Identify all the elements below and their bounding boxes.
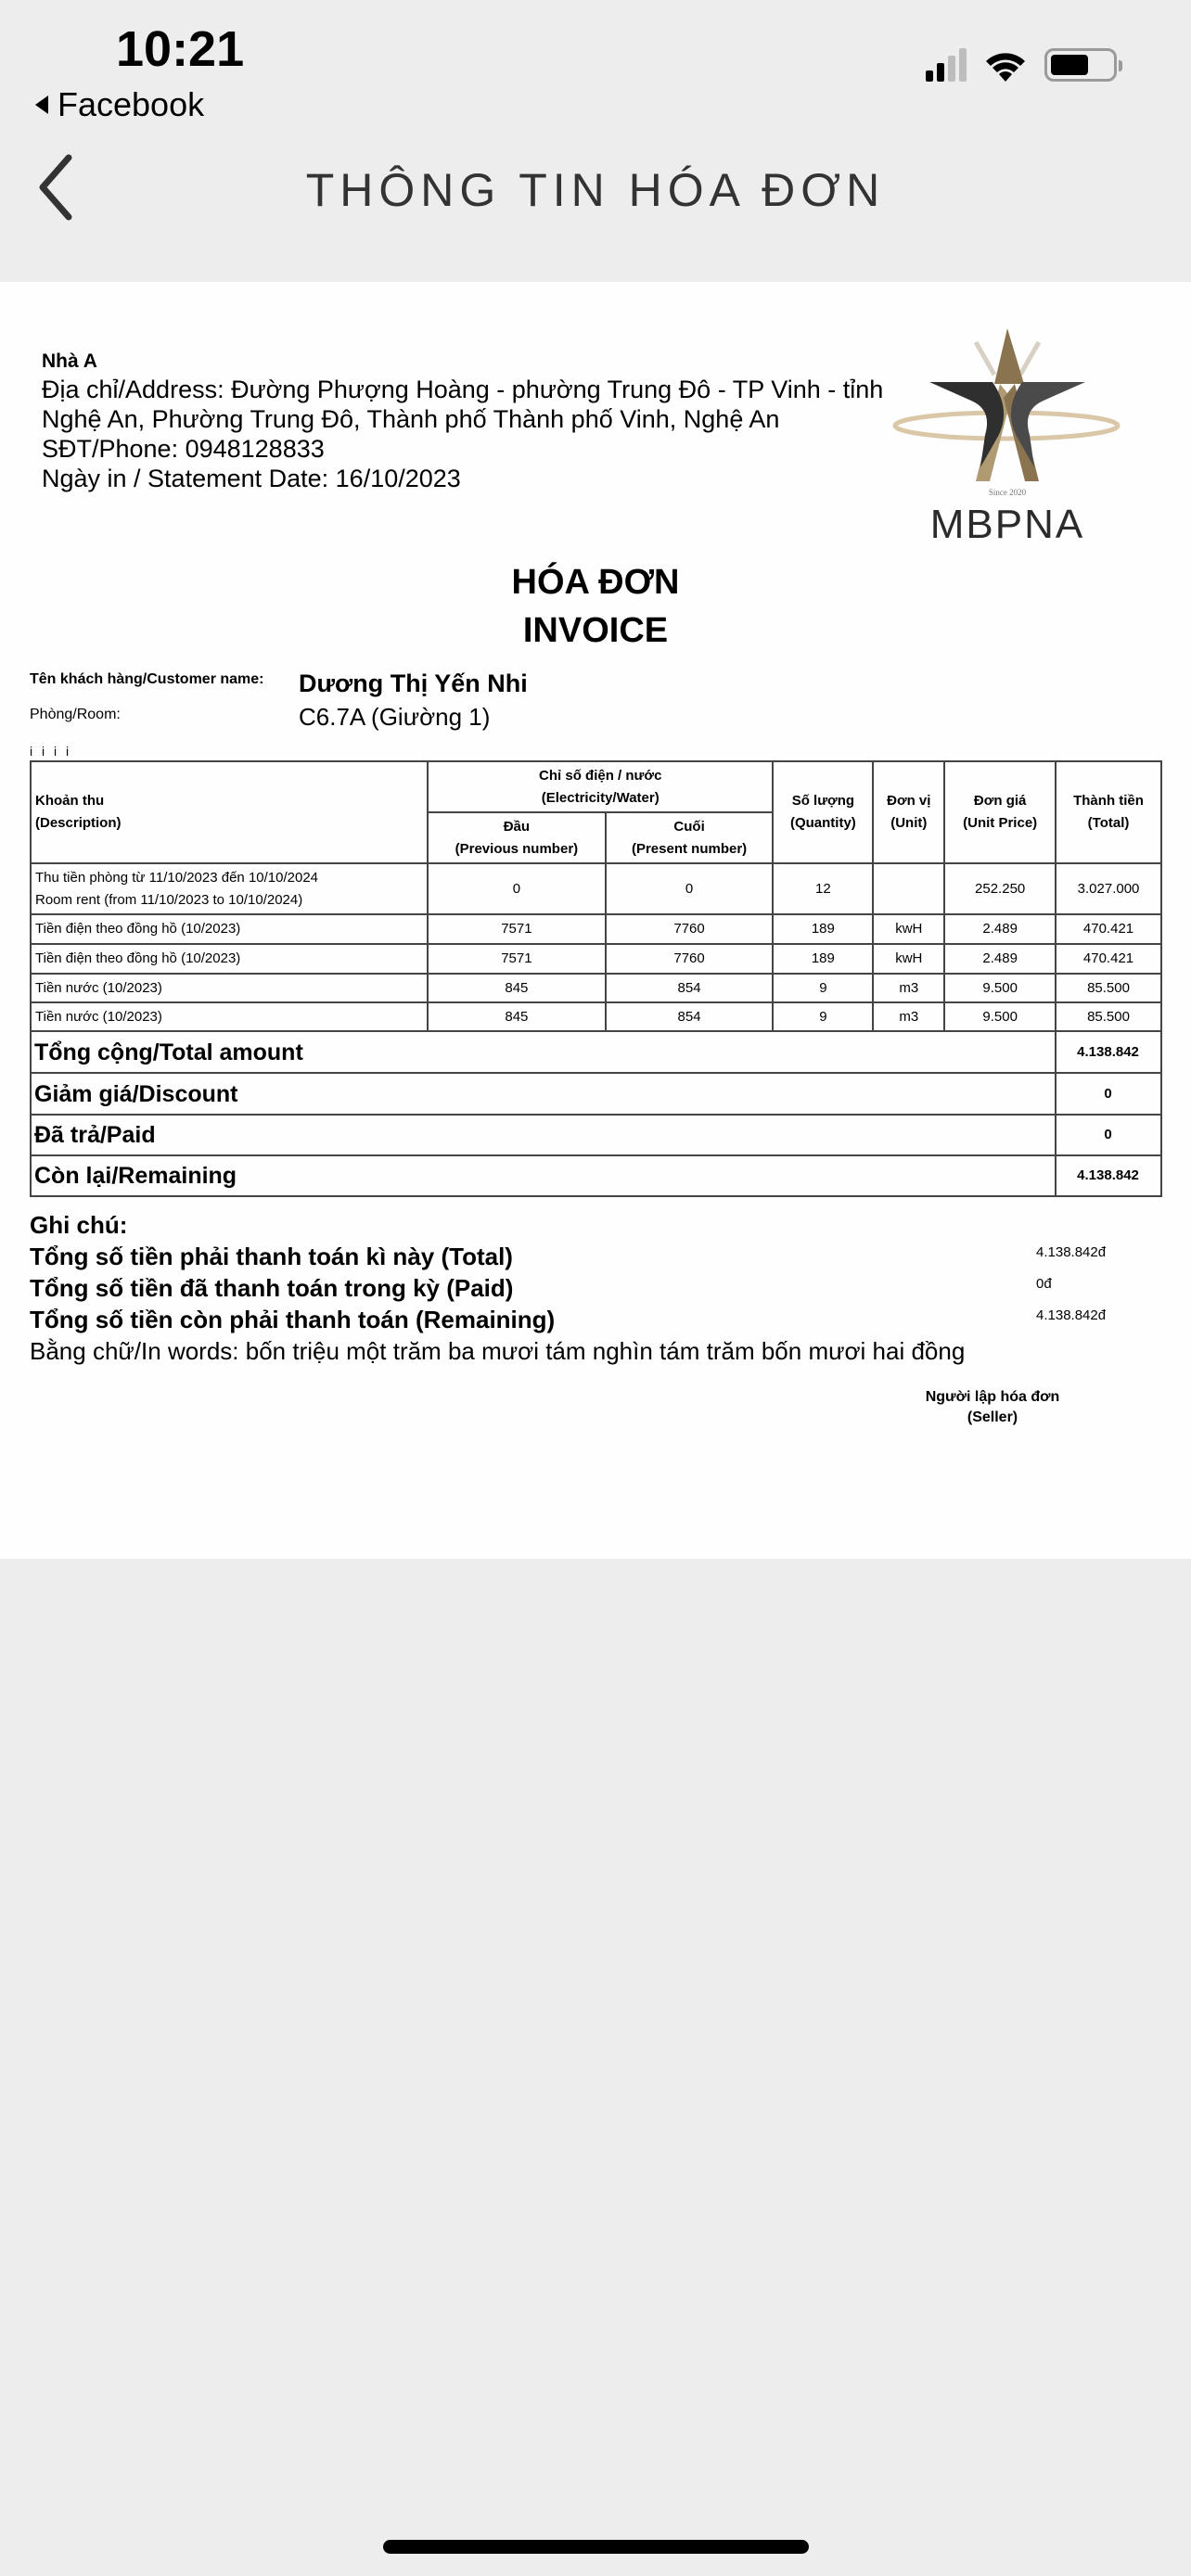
header-unit-price: Đơn giá (Unit Price) xyxy=(944,761,1056,863)
notes-paid-value: 0đ xyxy=(1036,1276,1052,1292)
seller-label-en: (Seller) xyxy=(967,1409,1018,1425)
summary-row-total: Tổng cộng/Total amount 4.138.842 xyxy=(31,1031,1161,1073)
invoice-items-table xyxy=(30,760,1162,1197)
room-label: Phòng/Room: xyxy=(30,707,121,722)
back-to-app-link[interactable] xyxy=(35,85,204,124)
company-phone: SĐT/Phone: 0948128833 xyxy=(42,435,325,463)
notes-paid-label: Tổng số tiền đã thanh toán trong kỳ (Paid) xyxy=(30,1274,514,1302)
table-row: Tiền điện theo đồng hồ (10/2023) 7571 7760 189 kwH 2.489 470.421 xyxy=(31,914,1161,944)
invoice-document xyxy=(0,282,1191,1559)
header-previous: Đầu (Previous number) xyxy=(428,812,606,863)
company-address-line1: Địa chỉ/Address: Đường Phượng Hoàng - phường Trung Đô - TP Vinh - tỉnh xyxy=(42,376,884,403)
header-total: Thành tiền (Total) xyxy=(1056,761,1161,863)
seller-label-vi: Người lập hóa đơn xyxy=(925,1389,1060,1405)
marker-text: i i i i xyxy=(30,744,72,759)
battery-icon xyxy=(1044,48,1117,82)
room-value: C6.7A (Giường 1) xyxy=(299,703,491,731)
amount-in-words: Bằng chữ/In words: bốn triệu một trăm ba mươi tám nghìn tám trăm bốn mươi hai đồng xyxy=(30,1337,966,1365)
summary-row-remaining: Còn lại/Remaining 4.138.842 xyxy=(31,1155,1161,1196)
svg-text:Since 2020: Since 2020 xyxy=(988,488,1027,497)
customer-name: Dương Thị Yến Nhi xyxy=(299,670,528,697)
notes-remaining-value: 4.138.842đ xyxy=(1036,1307,1107,1323)
summary-row-paid: Đã trả/Paid 0 xyxy=(31,1115,1161,1155)
invoice-title-en: INVOICE xyxy=(522,611,669,650)
table-row: Tiền điện theo đồng hồ (10/2023) 7571 7760 189 kwH 2.489 470.421 xyxy=(31,944,1161,974)
summary-row-discount: Giảm giá/Discount 0 xyxy=(31,1073,1161,1115)
status-time: 10:21 xyxy=(116,21,245,77)
notes-values xyxy=(1036,1237,1106,1332)
notes-section xyxy=(30,1209,965,1367)
company-name: Nhà A xyxy=(42,351,97,372)
svg-text:MBPNA: MBPNA xyxy=(929,502,1085,542)
company-address-line2: Nghệ An, Phường Trung Đô, Thành phố Thành phố Vinh, Nghệ An xyxy=(42,405,780,433)
header-quantity: Số lượng (Quantity) xyxy=(773,761,873,863)
statement-date: Ngày in / Statement Date: 16/10/2023 xyxy=(42,465,461,492)
notes-total-value: 4.138.842đ xyxy=(1036,1244,1107,1260)
header-unit: Đơn vị (Unit) xyxy=(873,761,944,863)
company-info xyxy=(42,349,883,493)
invoice-title xyxy=(0,558,1191,655)
table-row: Tiền nước (10/2023) 845 854 9 m3 9.500 85.500 xyxy=(31,974,1161,1002)
customer-name-label: Tên khách hàng/Customer name: xyxy=(30,671,264,687)
table-row: Tiền nước (10/2023) 845 854 9 m3 9.500 85.500 xyxy=(31,1002,1161,1031)
star-logo-icon xyxy=(883,310,1133,542)
company-logo xyxy=(883,310,1133,542)
notes-remaining-label: Tổng số tiền còn phải thanh toán (Remaining) xyxy=(30,1306,556,1333)
header-present: Cuối (Present number) xyxy=(606,812,774,863)
wifi-icon xyxy=(983,46,1028,83)
seller-signature-block xyxy=(890,1387,1095,1428)
home-indicator[interactable] xyxy=(383,2540,809,2554)
header-description: Khoản thu (Description) xyxy=(31,761,428,863)
notes-total-label: Tổng số tiền phải thanh toán kì này (Total) xyxy=(30,1243,513,1270)
back-triangle-icon xyxy=(35,96,48,114)
back-app-label: Facebook xyxy=(58,85,205,123)
notes-title: Ghi chú: xyxy=(30,1211,128,1239)
page-title: THÔNG TIN HÓA ĐƠN xyxy=(305,164,886,216)
status-icons xyxy=(926,46,1117,83)
table-row: Thu tiền phòng từ 11/10/2023 đến 10/10/2024 Room rent (from 11/10/2023 to 10/10/2024) 0 0 12 252.250 3.027.000 xyxy=(31,863,1161,914)
header-meter: Chỉ số điện / nước (Electricity/Water) xyxy=(428,761,773,812)
invoice-title-vi: HÓA ĐƠN xyxy=(511,563,680,602)
cellular-signal-icon xyxy=(926,48,967,82)
